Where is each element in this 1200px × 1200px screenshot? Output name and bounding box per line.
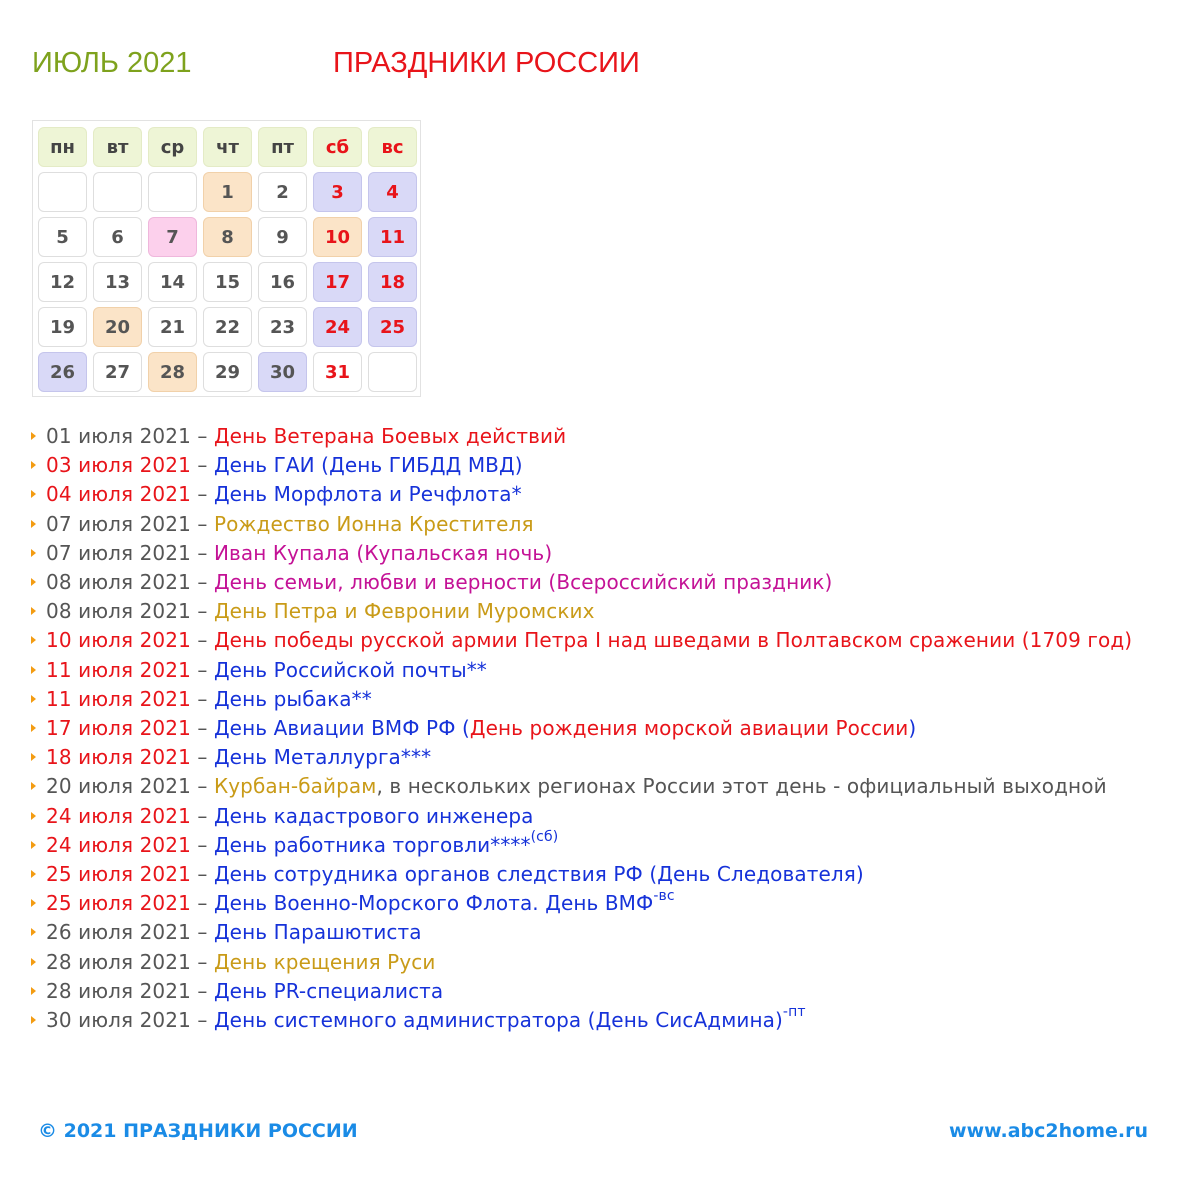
bullet-icon xyxy=(31,870,36,878)
holiday-item xyxy=(46,772,1186,801)
calendar-empty-cell xyxy=(148,172,197,212)
holiday-separator: – xyxy=(190,686,214,711)
holiday-date: 26 июля 2021 xyxy=(46,920,191,945)
holiday-name: День работника торговли**** xyxy=(213,832,531,857)
calendar-empty-cell xyxy=(93,172,142,212)
holiday-name: Курбан-байрам xyxy=(213,774,377,799)
calendar-day-23: 23 xyxy=(258,307,307,347)
holiday-separator: – xyxy=(190,570,214,595)
holiday-separator: – xyxy=(190,949,214,974)
holiday-separator: – xyxy=(190,657,214,682)
holiday-date: 04 июля 2021 xyxy=(46,482,191,507)
calendar-day-17: 17 xyxy=(313,262,362,302)
calendar-day-30: 30 xyxy=(258,352,307,392)
holiday-date: 11 июля 2021 xyxy=(46,657,191,682)
holiday-item xyxy=(46,831,1186,860)
holiday-name: День Петра и Февронии Муромских xyxy=(213,599,595,624)
holiday-separator: – xyxy=(190,745,214,770)
holiday-item xyxy=(46,539,1186,568)
holiday-name: Иван Купала (Купальская ночь) xyxy=(213,540,553,565)
holiday-item xyxy=(46,860,1186,889)
weekday-header-tue: вт xyxy=(93,127,142,167)
month-title: ИЮЛЬ 2021 xyxy=(32,47,192,79)
bullet-icon xyxy=(31,782,36,790)
bullet-icon xyxy=(31,520,36,528)
calendar-day-29: 29 xyxy=(203,352,252,392)
calendar-day-12: 12 xyxy=(38,262,87,302)
holiday-item xyxy=(46,451,1186,480)
calendar-day-8: 8 xyxy=(203,217,252,257)
bullet-icon xyxy=(31,753,36,761)
bullet-icon xyxy=(31,549,36,557)
holiday-separator: – xyxy=(190,540,214,565)
bullet-icon xyxy=(31,958,36,966)
calendar-day-10: 10 xyxy=(313,217,362,257)
bullet-icon xyxy=(31,695,36,703)
calendar-day-7: 7 xyxy=(148,217,197,257)
holiday-item xyxy=(46,626,1186,655)
bullet-icon xyxy=(31,432,36,440)
holiday-date: 10 июля 2021 xyxy=(46,628,191,653)
calendar-day-22: 22 xyxy=(203,307,252,347)
holiday-superscript: -пт xyxy=(782,1004,806,1021)
holiday-date: 25 июля 2021 xyxy=(46,891,191,916)
holiday-name: День рыбака** xyxy=(213,686,372,711)
holiday-item xyxy=(46,977,1186,1006)
holiday-separator: – xyxy=(190,599,214,624)
bullet-icon xyxy=(31,987,36,995)
holiday-separator: – xyxy=(190,424,214,448)
holiday-item xyxy=(46,568,1186,597)
holiday-item xyxy=(46,889,1186,918)
weekday-header-thu: чт xyxy=(203,127,252,167)
calendar-day-21: 21 xyxy=(148,307,197,347)
calendar-day-4: 4 xyxy=(368,172,417,212)
calendar-day-20: 20 xyxy=(93,307,142,347)
holiday-separator: – xyxy=(190,978,214,1003)
calendar-day-18: 18 xyxy=(368,262,417,302)
holiday-separator: – xyxy=(190,511,214,536)
calendar-day-5: 5 xyxy=(38,217,87,257)
holiday-item xyxy=(46,918,1186,947)
weekday-header-mon: пн xyxy=(38,127,87,167)
calendar-empty-cell xyxy=(38,172,87,212)
holiday-name: День победы русской армии Петра I над шведами в Полтавском сражении (1709 год) xyxy=(213,628,1133,653)
holiday-name: День сотрудника органов следствия РФ (День Следователя) xyxy=(213,862,864,887)
holiday-date: 18 июля 2021 xyxy=(46,745,191,770)
holiday-item xyxy=(46,743,1186,772)
holiday-separator: – xyxy=(190,891,214,916)
holiday-date: 01 июля 2021 xyxy=(46,424,191,448)
bullet-icon xyxy=(31,928,36,936)
calendar-day-26: 26 xyxy=(38,352,87,392)
holiday-item xyxy=(46,714,1186,743)
footer-copyright: © 2021 ПРАЗДНИКИ РОССИИ xyxy=(38,1120,358,1142)
holiday-item xyxy=(46,656,1186,685)
holiday-name: День кадастрового инженера xyxy=(213,803,534,828)
holiday-name: День Морфлота и Речфлота* xyxy=(213,482,522,507)
holiday-date: 08 июля 2021 xyxy=(46,570,191,595)
holiday-separator: – xyxy=(190,862,214,887)
holiday-separator: – xyxy=(190,628,214,653)
bullet-icon xyxy=(31,841,36,849)
bullet-icon xyxy=(31,724,36,732)
holiday-item xyxy=(46,597,1186,626)
holiday-superscript: (сб) xyxy=(530,829,559,846)
holiday-separator: – xyxy=(190,803,214,828)
holiday-name: День Металлурга*** xyxy=(213,745,432,770)
holiday-name: День Ветерана Боевых действий xyxy=(213,424,567,448)
footer-website-link[interactable]: www.abc2home.ru xyxy=(949,1120,1148,1142)
holiday-name: День Военно-Морского Флота. День ВМФ xyxy=(213,891,654,916)
holiday-item xyxy=(46,422,1186,451)
holiday-date: 28 июля 2021 xyxy=(46,949,191,974)
bullet-icon xyxy=(31,578,36,586)
holiday-name: День крещения Руси xyxy=(213,949,436,974)
page-title: ПРАЗДНИКИ РОССИИ xyxy=(333,47,640,79)
weekday-header-wed: ср xyxy=(148,127,197,167)
holiday-list xyxy=(46,422,1186,1035)
holiday-date: 24 июля 2021 xyxy=(46,803,191,828)
holiday-date: 25 июля 2021 xyxy=(46,862,191,887)
calendar-day-28: 28 xyxy=(148,352,197,392)
holiday-separator: – xyxy=(190,716,214,741)
holiday-separator: – xyxy=(190,920,214,945)
holiday-date: 07 июля 2021 xyxy=(46,540,191,565)
calendar-day-11: 11 xyxy=(368,217,417,257)
calendar-day-31: 31 xyxy=(313,352,362,392)
holiday-superscript: -вс xyxy=(653,887,675,904)
holiday-item xyxy=(46,510,1186,539)
bullet-icon xyxy=(31,812,36,820)
holiday-name: День семьи, любви и верности (Всероссийский праздник) xyxy=(213,570,833,595)
calendar-day-6: 6 xyxy=(93,217,142,257)
bullet-icon xyxy=(31,899,36,907)
calendar-day-19: 19 xyxy=(38,307,87,347)
holiday-date: 30 июля 2021 xyxy=(46,1008,191,1033)
holiday-name: Рождество Ионна Крестителя xyxy=(213,511,534,536)
holiday-name: День Авиации ВМФ РФ ( xyxy=(213,716,470,741)
calendar-day-13: 13 xyxy=(93,262,142,302)
holiday-note: , в нескольких регионах России этот день - официальный выходной xyxy=(376,774,1107,799)
holiday-item xyxy=(46,685,1186,714)
bullet-icon xyxy=(31,666,36,674)
weekday-header-sun: вс xyxy=(368,127,417,167)
calendar-day-3: 3 xyxy=(313,172,362,212)
holiday-note: День рождения морской авиации России xyxy=(469,716,909,741)
calendar-day-1: 1 xyxy=(203,172,252,212)
bullet-icon xyxy=(31,1016,36,1024)
calendar-day-9: 9 xyxy=(258,217,307,257)
holiday-name: День PR-специалиста xyxy=(213,978,444,1003)
calendar-day-14: 14 xyxy=(148,262,197,302)
holiday-separator: – xyxy=(190,1008,214,1033)
holiday-item xyxy=(46,948,1186,977)
holiday-separator: – xyxy=(190,774,214,799)
holiday-date: 20 июля 2021 xyxy=(46,774,191,799)
holiday-date: 24 июля 2021 xyxy=(46,832,191,857)
holiday-name: День системного администратора (День СисАдмина) xyxy=(213,1008,783,1033)
holiday-separator: – xyxy=(190,832,214,857)
calendar-day-2: 2 xyxy=(258,172,307,212)
calendar-day-15: 15 xyxy=(203,262,252,302)
calendar-empty-cell xyxy=(368,352,417,392)
holiday-separator: – xyxy=(190,453,214,478)
calendar-grid xyxy=(32,120,421,397)
holiday-name: День Парашютиста xyxy=(213,920,422,945)
holiday-separator: – xyxy=(190,482,214,507)
weekday-header-fri: пт xyxy=(258,127,307,167)
weekday-header-sat: сб xyxy=(313,127,362,167)
holiday-date: 17 июля 2021 xyxy=(46,716,191,741)
bullet-icon xyxy=(31,636,36,644)
calendar-day-25: 25 xyxy=(368,307,417,347)
holiday-item xyxy=(46,1006,1186,1035)
holiday-name: День ГАИ (День ГИБДД МВД) xyxy=(213,453,523,478)
holiday-name: День Российской почты** xyxy=(213,657,487,682)
bullet-icon xyxy=(31,490,36,498)
bullet-icon xyxy=(31,607,36,615)
holiday-date: 11 июля 2021 xyxy=(46,686,191,711)
holiday-date: 03 июля 2021 xyxy=(46,453,191,478)
calendar-day-24: 24 xyxy=(313,307,362,347)
calendar-day-27: 27 xyxy=(93,352,142,392)
holiday-date: 28 июля 2021 xyxy=(46,978,191,1003)
holiday-date: 08 июля 2021 xyxy=(46,599,191,624)
holiday-item xyxy=(46,480,1186,509)
holiday-name-tail: ) xyxy=(908,716,917,741)
calendar-day-16: 16 xyxy=(258,262,307,302)
holiday-item xyxy=(46,802,1186,831)
bullet-icon xyxy=(31,461,36,469)
holiday-date: 07 июля 2021 xyxy=(46,511,191,536)
